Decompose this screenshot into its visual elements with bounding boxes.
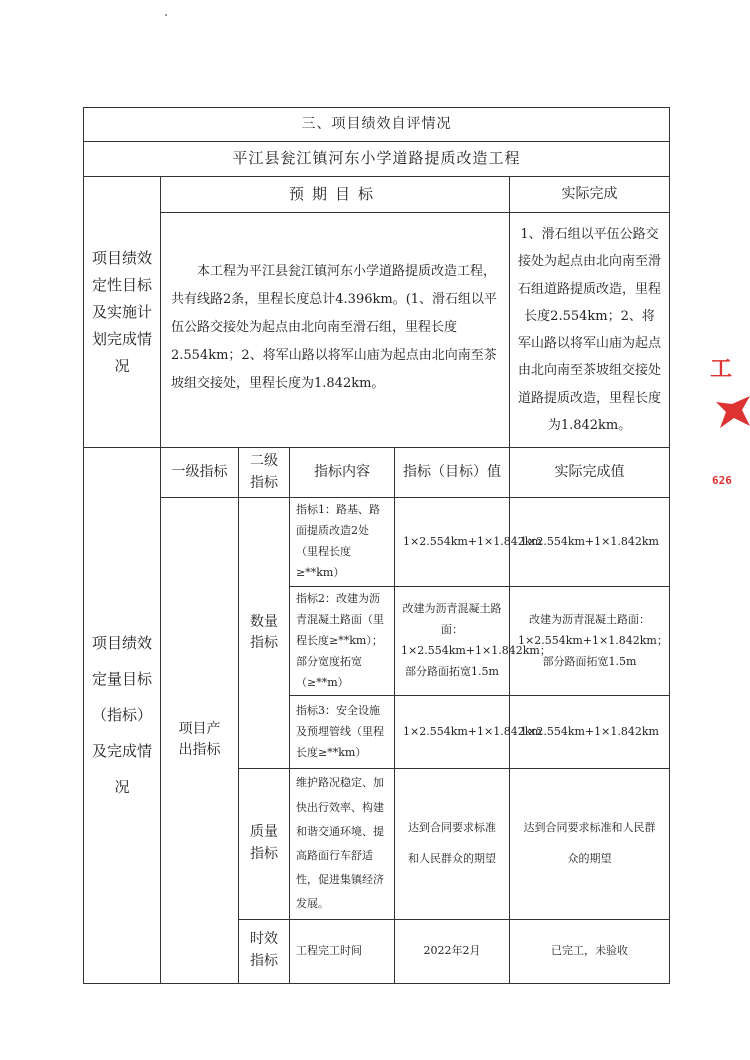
- indicator-actual: 1×2.554km+1×1.842km: [510, 696, 670, 769]
- seal-stamp-fragment: [710, 352, 750, 512]
- header-actual: 实际完成值: [510, 448, 670, 498]
- indicator-actual: 1×2.554km+1×1.842km: [510, 498, 670, 587]
- performance-table: [83, 107, 670, 984]
- project-title: 平江县瓮江镇河东小学道路提质改造工程: [84, 142, 670, 177]
- level2-quantity: 数量指标: [239, 498, 290, 769]
- indicator-content: 指标1：路基、路面提质改造2处（里程长度≥**km）: [290, 498, 395, 587]
- indicator-actual: 改建为沥青混凝土路面：1×2.554km+1×1.842km；部分路面拓宽1.5m: [510, 586, 670, 695]
- indicator-target: 达到合同要求标准和人民群众的期望: [395, 769, 510, 919]
- header-level1: 一级指标: [161, 448, 239, 498]
- indicator-content: 工程完工时间: [290, 919, 395, 983]
- header-content: 指标内容: [290, 448, 395, 498]
- indicator-actual: 已完工，未验收: [510, 919, 670, 983]
- indicator-target: 改建为沥青混凝土路面：1×2.554km+1×1.842km；部分路面拓宽1.5m: [395, 586, 510, 695]
- level2-quality: 质量指标: [239, 769, 290, 919]
- expected-goal-text: 本工程为平江县瓮江镇河东小学道路提质改造工程，共有线路2条，里程长度总计4.396km。(1、滑石组以平伍公路交接处为起点由北向南至滑石组，里程长度2.554km；2、将军山路以将军山庙为起点由北向南至茶坡组交接处，里程长度为1.842km。: [161, 213, 510, 448]
- stamp-digits: 626: [712, 474, 732, 487]
- quantitative-side-label: 项目绩效定量目标（指标）及完成情况: [84, 448, 161, 983]
- section-title: 三、项目绩效自评情况: [84, 108, 670, 142]
- indicator-content: 指标2：改建为沥青混凝土路面（里程长度≥**km）；部分宽度拓宽（≥**m）: [290, 586, 395, 695]
- header-level2: 二级指标: [239, 448, 290, 498]
- scan-speck: [165, 14, 167, 16]
- actual-complete-text: 1、滑石组以平伍公路交接处为起点由北向南至滑石组道路提质改造，里程长度2.554km；2、将军山路以将军山庙为起点由北向南至茶坡组交接处道路提质改造，里程长度为1.842km。: [510, 213, 670, 448]
- level1-label: 项目产出指标: [161, 498, 239, 983]
- indicator-content: 指标3：安全设施及预埋管线（里程长度≥**km）: [290, 696, 395, 769]
- indicator-target: 1×2.554km+1×1.842km: [395, 696, 510, 769]
- stamp-char: 工: [710, 356, 733, 382]
- actual-complete-header: 实际完成: [510, 177, 670, 213]
- level2-timeliness: 时效指标: [239, 919, 290, 983]
- qualitative-side-label: 项目绩效定性目标及实施计划完成情况: [84, 177, 161, 448]
- star-icon: [716, 392, 750, 432]
- indicator-content: 维护路况稳定、加快出行效率、构建和谐交通环境、提高路面行车舒适性，促进集镇经济发展。: [290, 769, 395, 919]
- indicator-actual: 达到合同要求标准和人民群众的期望: [510, 769, 670, 919]
- indicator-target: 1×2.554km+1×1.842km: [395, 498, 510, 587]
- expected-goal-header: 预期目标: [161, 177, 510, 213]
- header-target: 指标（目标）值: [395, 448, 510, 498]
- indicator-target: 2022年2月: [395, 919, 510, 983]
